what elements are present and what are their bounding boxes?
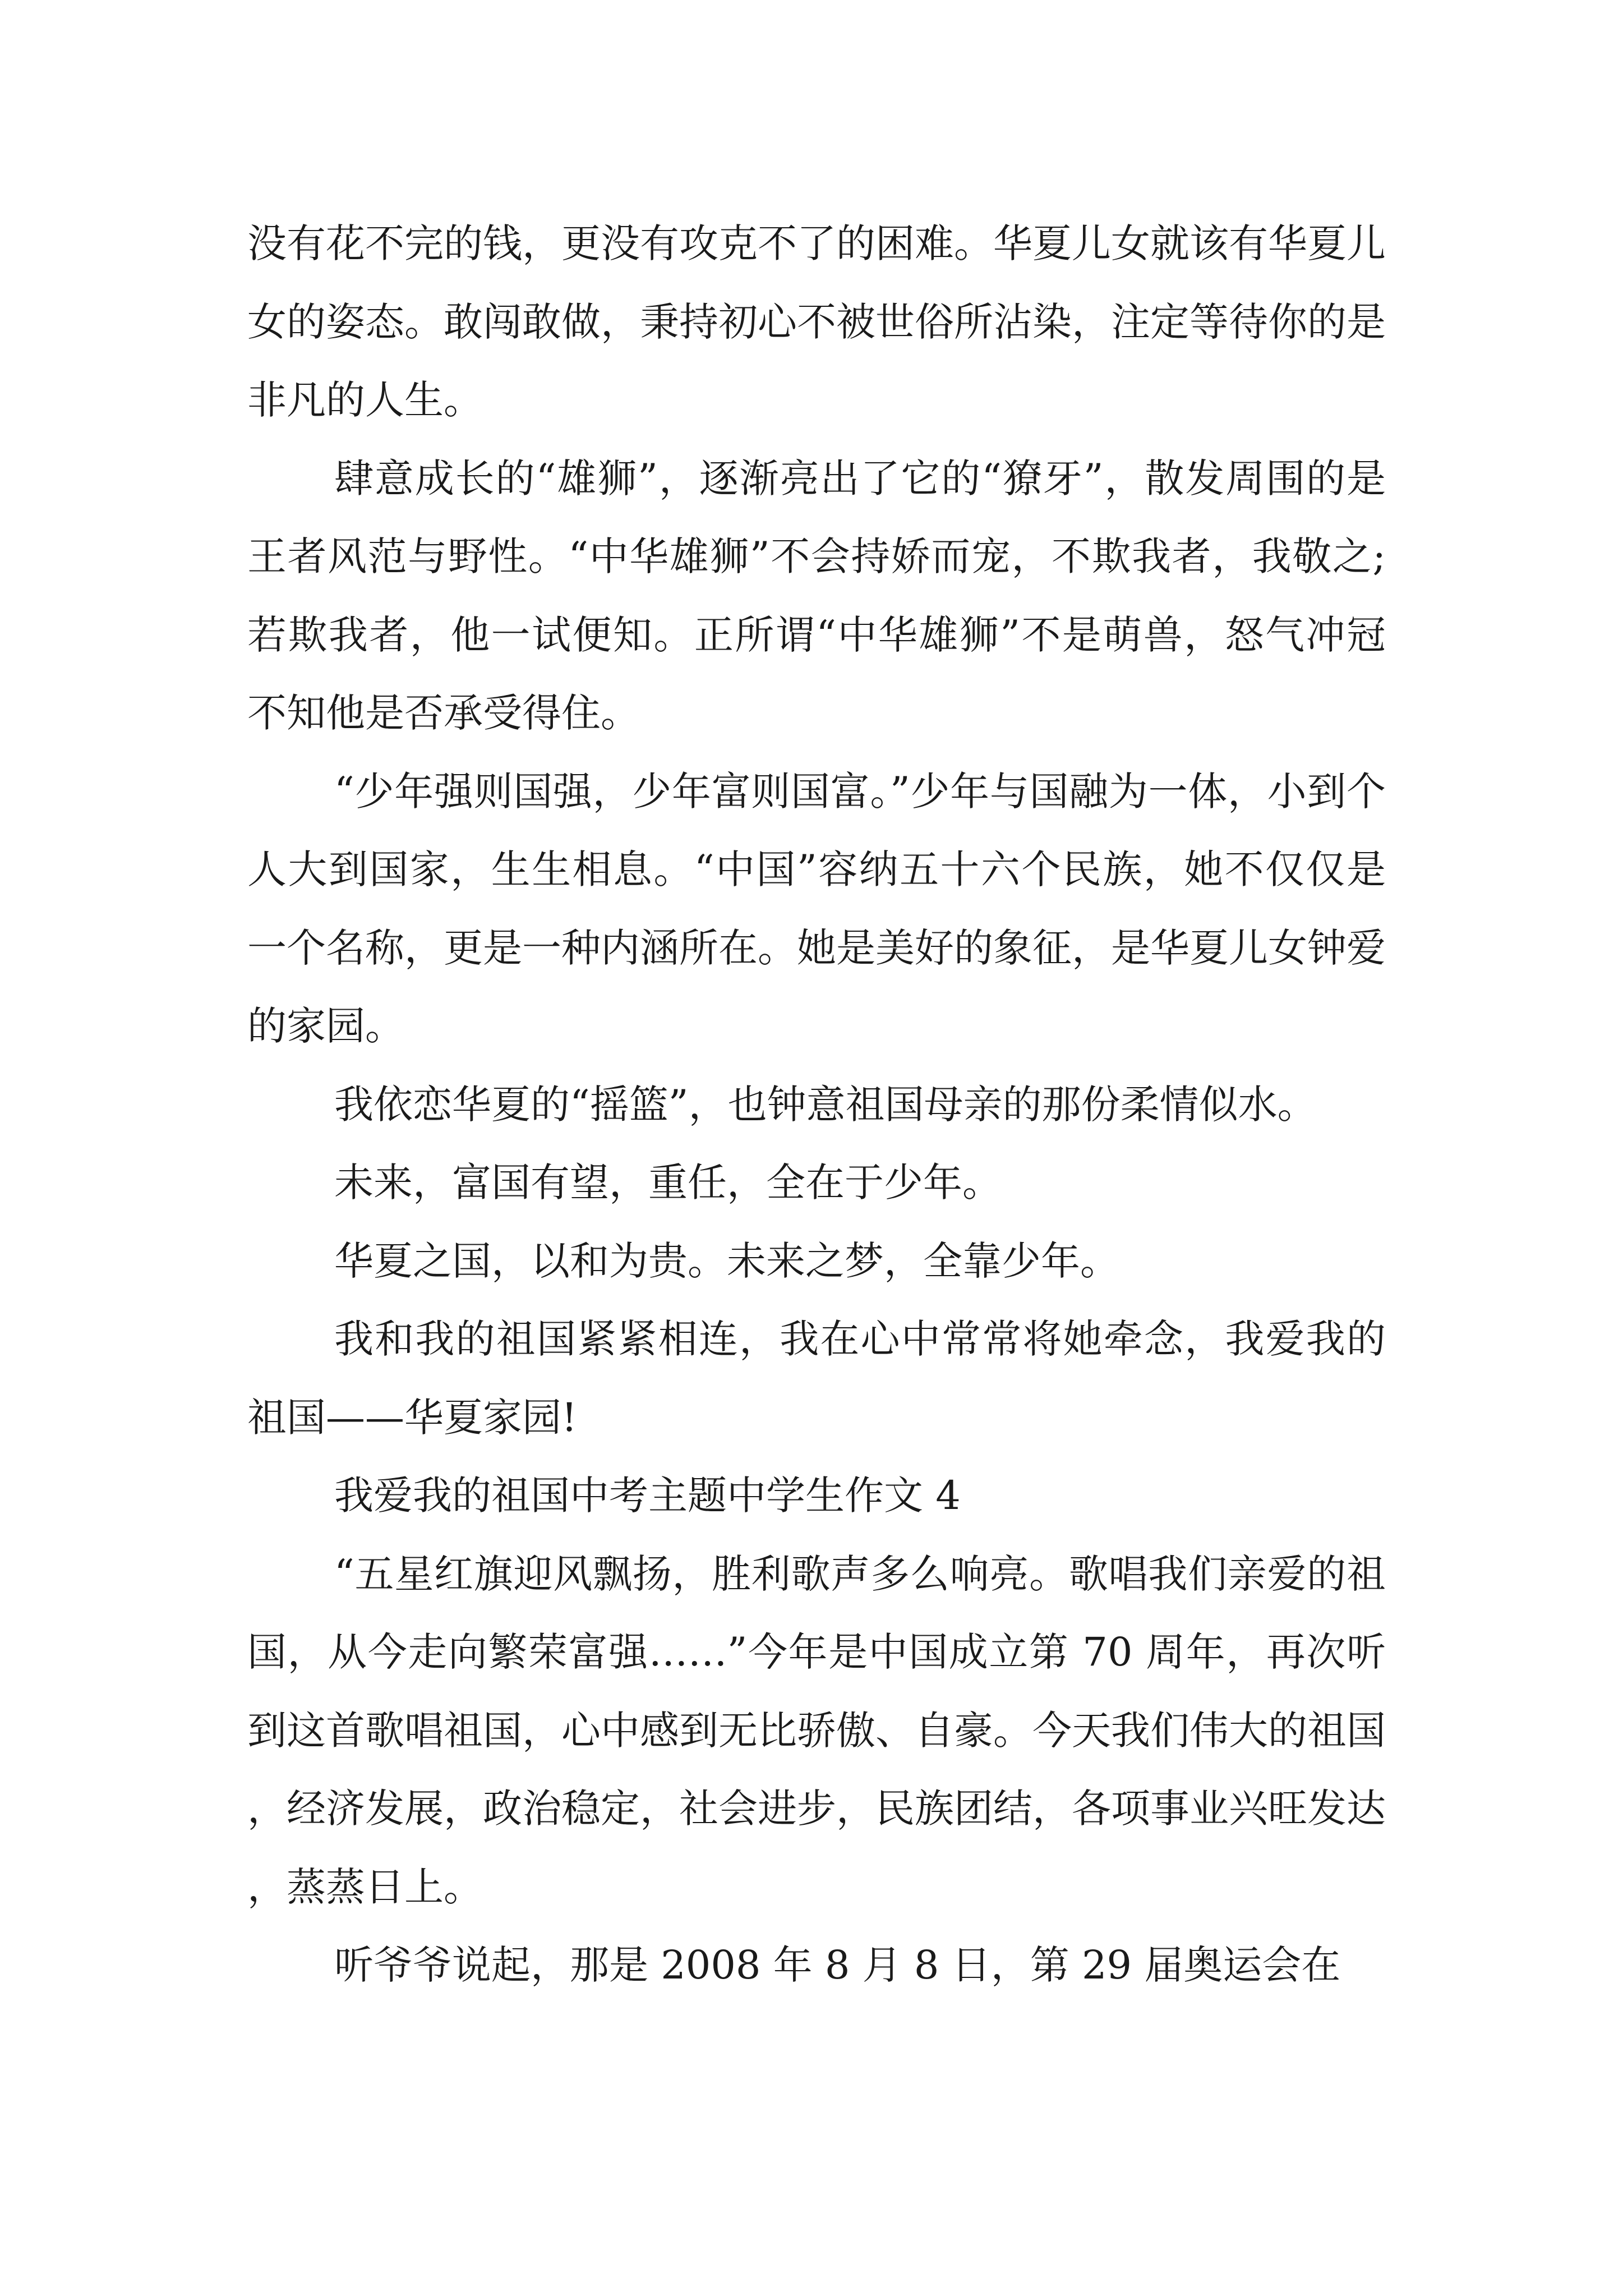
section-heading: 我爱我的祖国中考主题中学生作文 4 (334, 1473, 961, 1519)
paragraph-7: 我和我的祖国紧紧相连，我在心中常常将她牵念，我爱我的祖国——华夏家园! (247, 1316, 1386, 1441)
paragraph-9: “五星红旗迎风飘扬，胜利歌声多么响亮。歌唱我们亲爱的祖国，从今走向繁荣富强……”今年是中国成立第 70 周年，再次听到这首歌唱祖国，心中感到无比骄傲、自豪。今天我们伟大的祖国，经济发展，政治稳定，社会进步，民族团结，各项事业兴旺发达，蒸蒸日上。 (247, 1550, 1386, 1910)
document-body (247, 205, 1386, 2005)
paragraph-4: 我依恋华夏的“摇篮”，也钟意祖国母亲的那份柔情似水。 (334, 1081, 1317, 1128)
paragraph-10: 听爷爷说起，那是 2008 年 8 月 8 日，第 29 届奥运会在 (334, 1942, 1341, 1988)
paragraph-5: 未来，富国有望，重任，全在于少年。 (334, 1159, 1002, 1205)
paragraph-2: 肆意成长的“雄狮”，逐渐亮出了它的“獠牙”，散发周围的是王者风范与野性。“中华雄狮”不会持娇而宠，不欺我者，我敬之;若欺我者，他一试便知。正所谓“中华雄狮”不是萌兽，怒气冲冠不知他是否承受得住。 (247, 455, 1386, 736)
paragraph-3: “少年强则国强，少年富则国富。”少年与国融为一体，小到个人大到国家，生生相息。“中国”容纳五十六个民族，她不仅仅是一个名称，更是一种内涵所在。她是美好的象征，是华夏儿女钟爱的家园。 (247, 768, 1386, 1049)
paragraph-6: 华夏之国，以和为贵。未来之梦，全靠少年。 (334, 1237, 1119, 1284)
paragraph-1: 没有花不完的钱，更没有攻克不了的困难。华夏儿女就该有华夏儿女的姿态。敢闯敢做，秉持初心不被世俗所沾染，注定等待你的是非凡的人生。 (247, 220, 1386, 423)
